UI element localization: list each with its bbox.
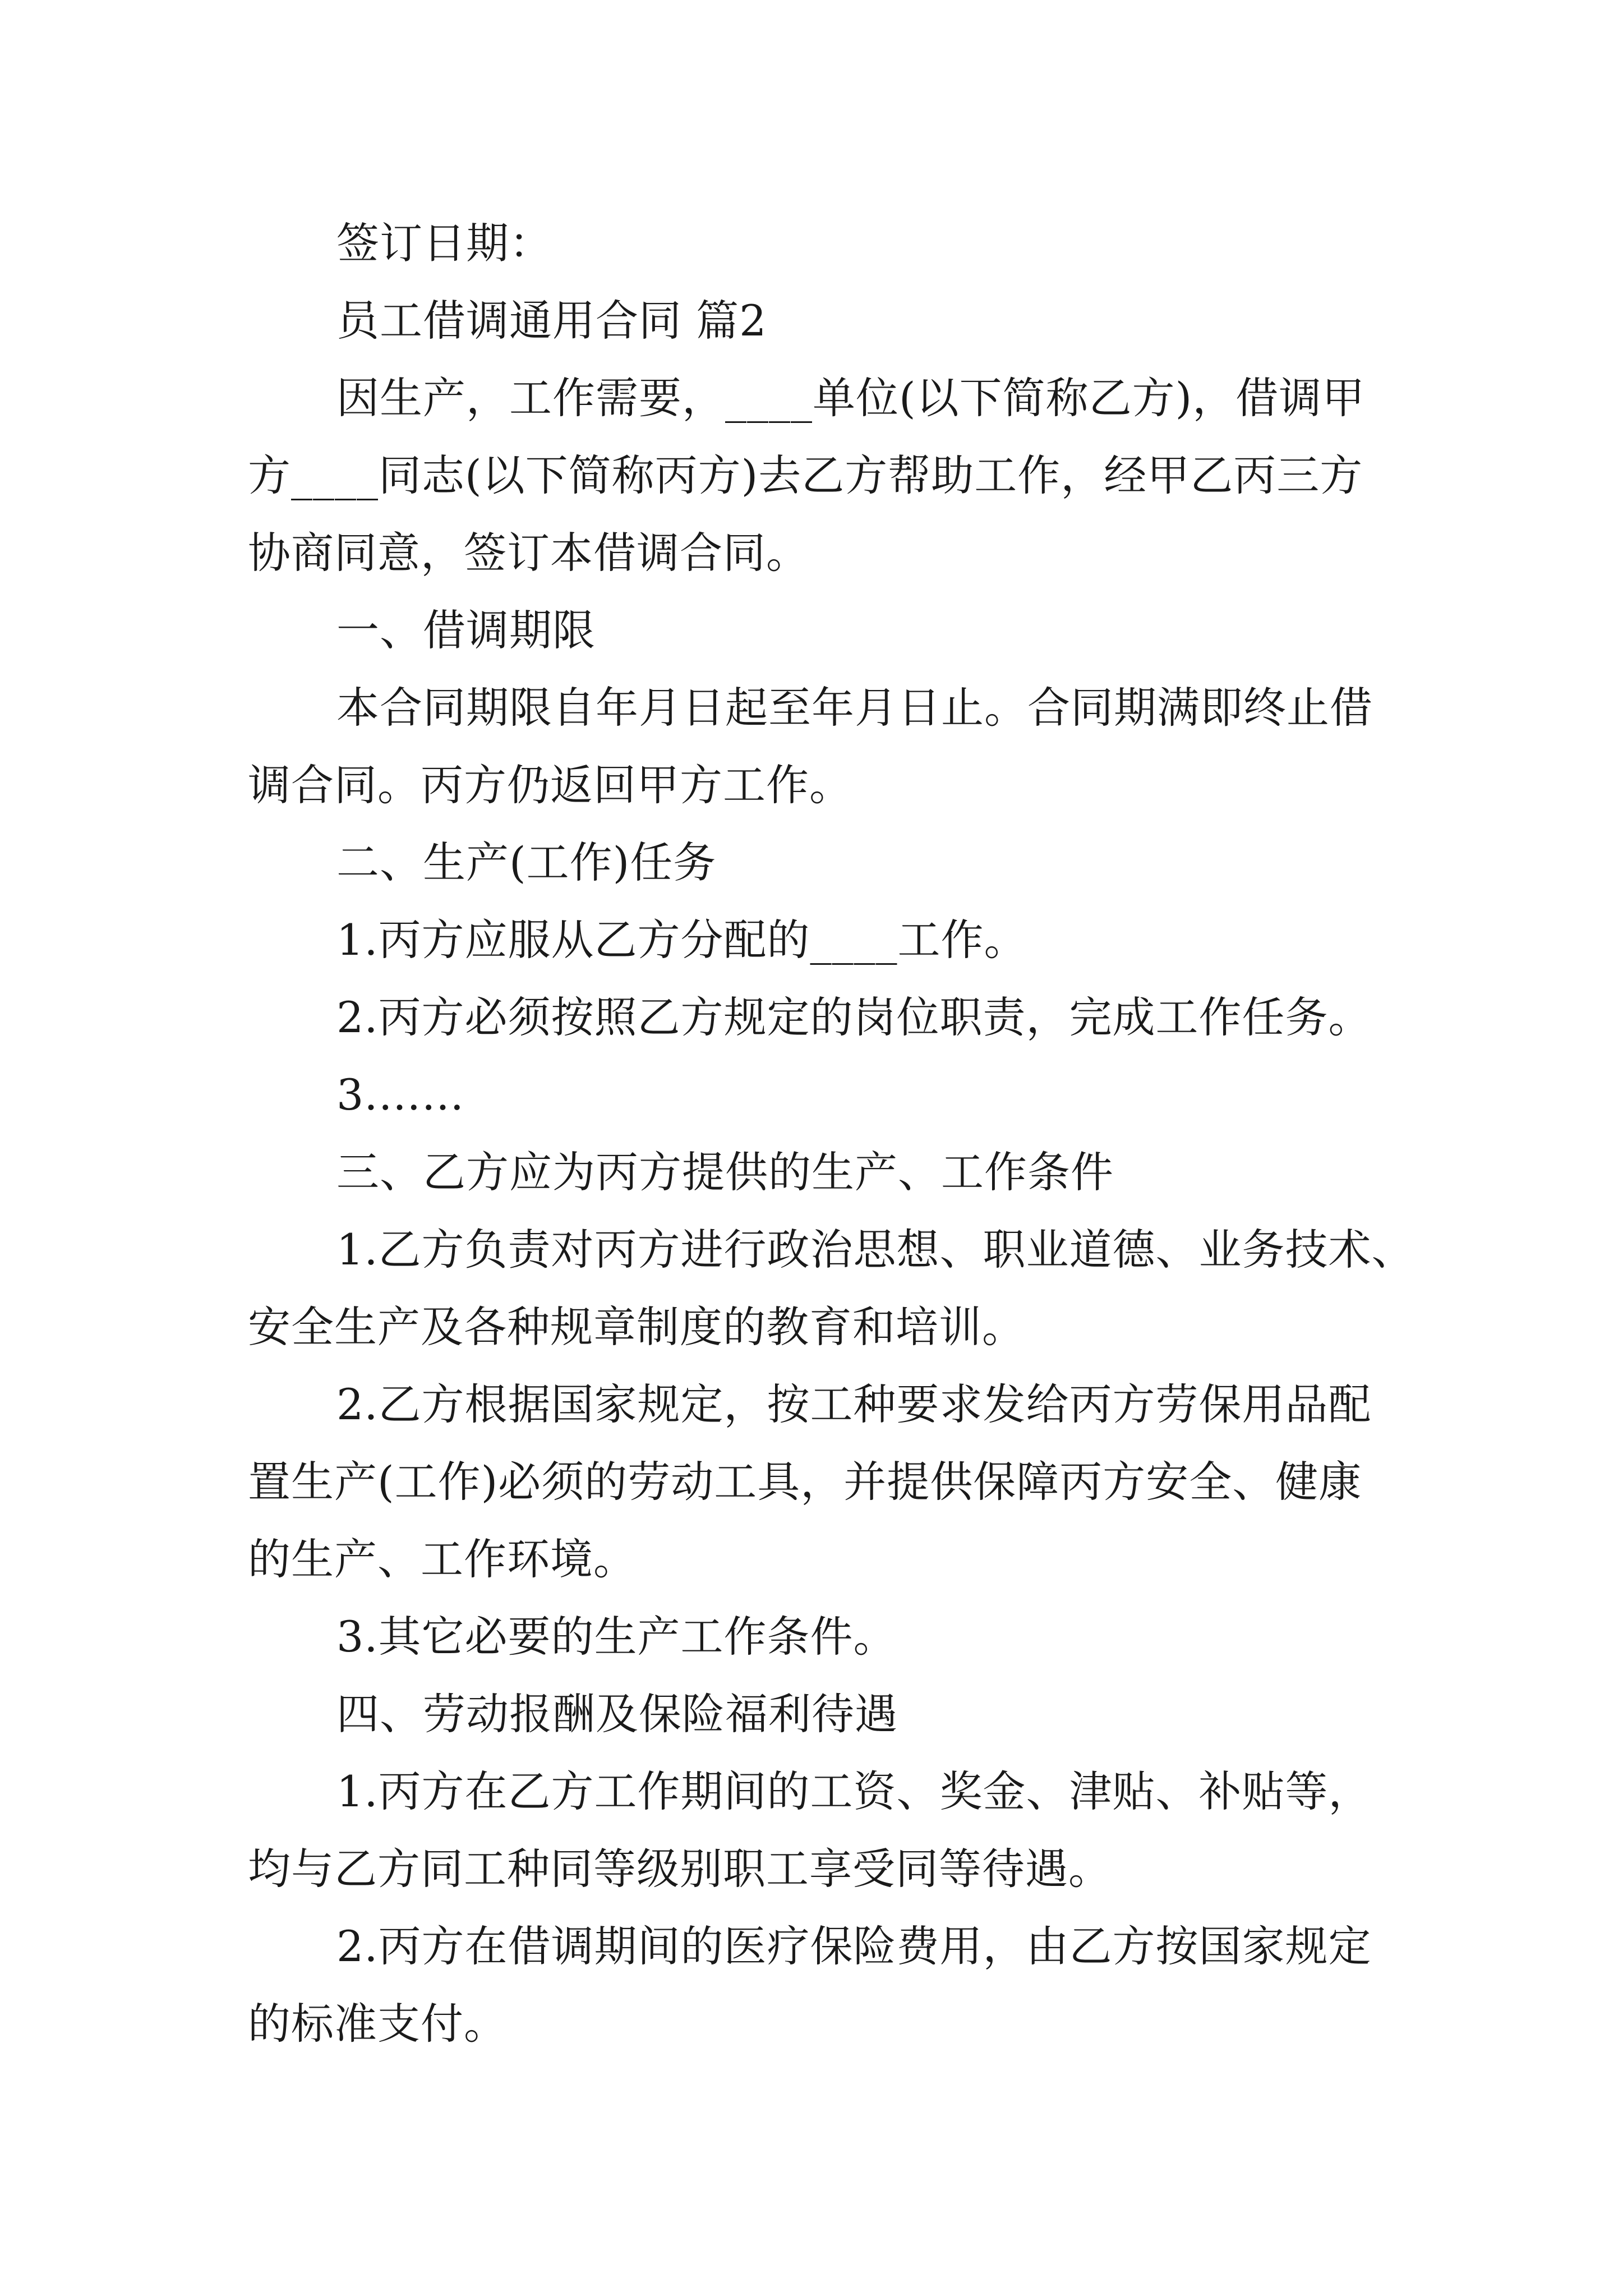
text-line: 本合同期限自年月日起至年月日止。合同期满即终止借 [336,683,1373,733]
text-line: 2.乙方根据国家规定，按工种要求发给丙方劳保用品配 [336,1379,1372,1429]
text-line: 三、乙方应为丙方提供的生产、工作条件 [336,1147,1114,1197]
text-line: 调合同。丙方仍返回甲方工作。 [248,760,852,810]
text-line: 置生产(工作)必须的劳动工具，并提供保障丙方安全、健康 [248,1457,1362,1507]
document-body [248,205,1415,2063]
text-line: 方____同志(以下简称丙方)去乙方帮助工作，经甲乙丙三方 [248,450,1363,500]
text-line: 的生产、工作环境。 [248,1534,637,1584]
text-line: 3.其它必要的生产工作条件。 [336,1612,897,1662]
text-line: 签订日期： [336,218,552,268]
text-line: 2.丙方必须按照乙方规定的岗位职责，完成工作任务。 [336,992,1372,1042]
text-line: 2.丙方在借调期间的医疗保险费用，由乙方按国家规定 [336,1921,1372,1971]
text-line: 二、生产(工作)任务 [336,838,717,887]
text-line: 安全生产及各种规章制度的教育和培训。 [248,1302,1025,1352]
text-line: 一、借调期限 [336,605,596,655]
text-line: 1.乙方负责对丙方进行政治思想、职业道德、业务技术、 [336,1225,1415,1274]
text-line: 员工借调通用合同 篇2 [336,296,767,346]
text-line: 四、劳动报酬及保险福利待遇 [336,1689,898,1739]
text-line: 均与乙方同工种同等级别职工享受同等待遇。 [248,1844,1112,1894]
text-line: 的标准支付。 [248,1999,507,2049]
text-line: 3.…… [336,1070,465,1120]
text-line: 因生产，工作需要，____单位(以下简称乙方)，借调甲 [336,373,1366,423]
text-line: 1.丙方在乙方工作期间的工资、奖金、津贴、补贴等， [336,1766,1372,1816]
text-line: 1.丙方应服从乙方分配的____工作。 [336,915,1027,965]
text-line: 协商同意，签订本借调合同。 [248,528,809,578]
